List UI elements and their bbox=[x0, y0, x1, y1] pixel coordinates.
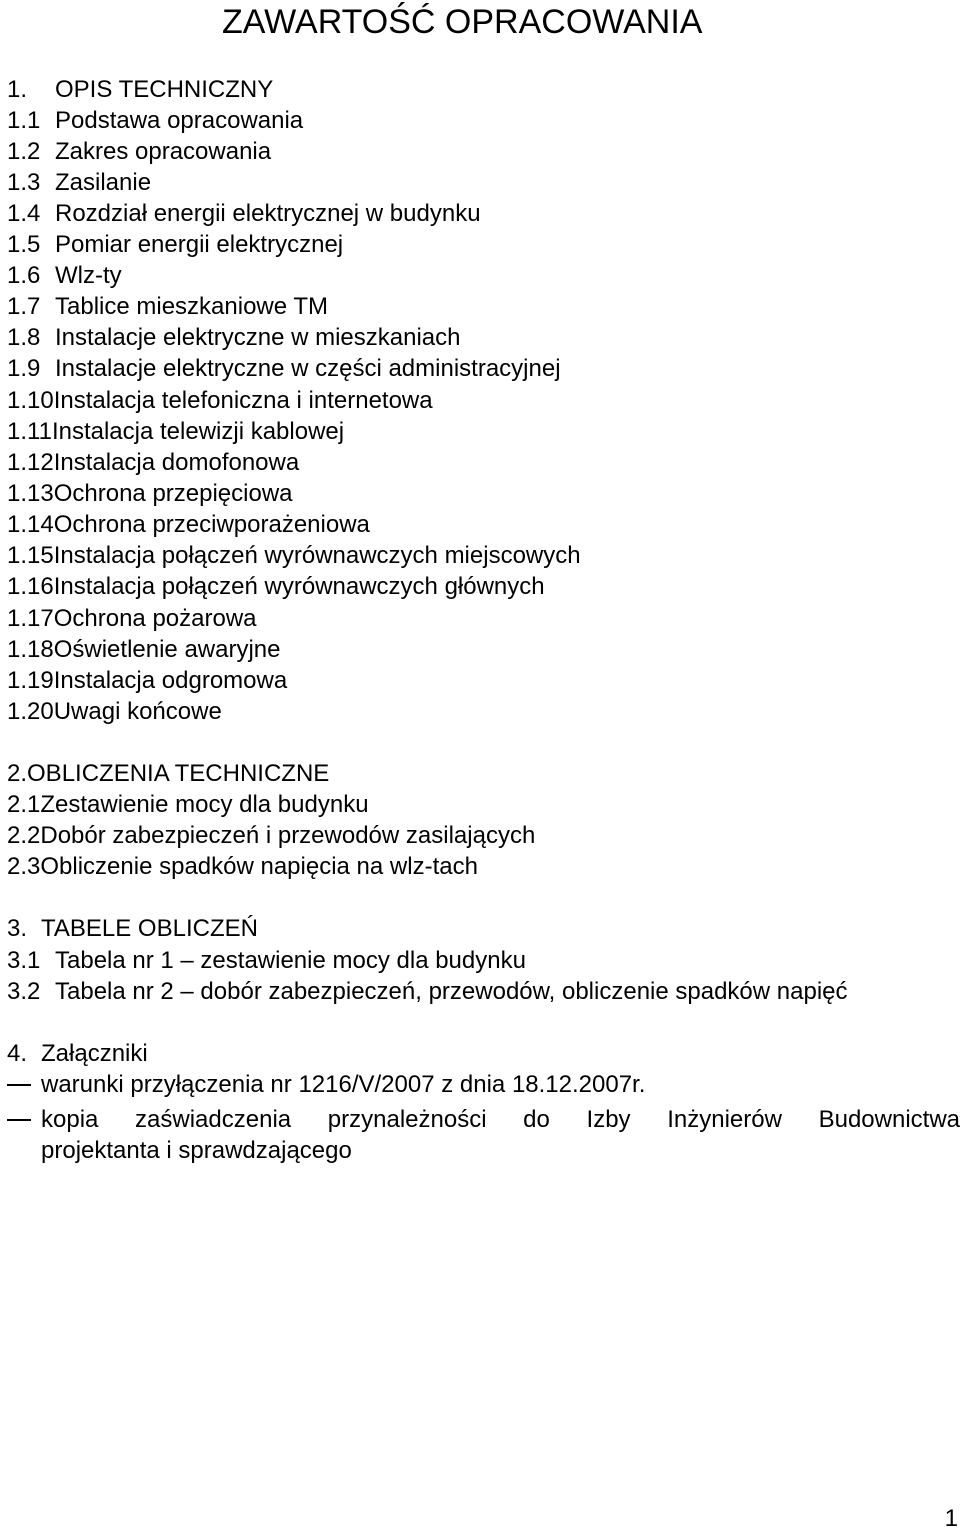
toc-item-number: 1.14 bbox=[7, 511, 54, 538]
toc-item-label: Instalacja połączeń wyrównawczych miejscowych bbox=[53, 542, 581, 569]
toc-item bbox=[7, 820, 535, 851]
section-number: 2. bbox=[7, 760, 28, 787]
toc-item bbox=[7, 851, 478, 882]
toc-item bbox=[7, 416, 344, 447]
toc-item-number: 1.20 bbox=[7, 698, 54, 725]
toc-item-number: 1.16 bbox=[7, 573, 54, 600]
toc-item-label: Ochrona przepięciowa bbox=[53, 480, 293, 507]
toc-item-number: 1.4 bbox=[7, 200, 41, 227]
toc-item bbox=[7, 260, 122, 291]
toc-item-number: 1.2 bbox=[7, 138, 41, 165]
section-number: 4. bbox=[7, 1040, 28, 1067]
toc-item-number: 1.12 bbox=[7, 449, 54, 476]
toc-item-number: 2.1 bbox=[7, 791, 41, 818]
toc-item-label: Instalacje elektryczne w części administracyjnej bbox=[55, 355, 561, 382]
toc-item-label: Tabela nr 1 – zestawienie mocy dla budynku bbox=[55, 947, 526, 974]
toc-item-label: Rozdział energii elektrycznej w budynku bbox=[55, 200, 481, 227]
dash-bullet-icon bbox=[7, 1084, 31, 1086]
toc-item-label: Ochrona pożarowa bbox=[53, 605, 257, 632]
section-label: Załączniki bbox=[41, 1040, 148, 1067]
section-heading-2 bbox=[7, 758, 329, 789]
section-heading-4 bbox=[7, 1038, 148, 1069]
toc-item-number: 1.19 bbox=[7, 667, 54, 694]
section-heading-3 bbox=[7, 913, 258, 944]
toc-item bbox=[7, 603, 257, 634]
toc-item-label: Instalacja odgromowa bbox=[53, 667, 288, 694]
toc-item bbox=[7, 136, 271, 167]
toc-item-label: Uwagi końcowe bbox=[53, 698, 222, 725]
toc-item-label: Instalacje elektryczne w mieszkaniach bbox=[55, 324, 461, 351]
toc-item-label: Obliczenie spadków napięcia na wlz-tach bbox=[40, 853, 478, 880]
toc-item bbox=[7, 198, 481, 229]
section-heading-1 bbox=[7, 74, 273, 105]
section-label: OBLICZENIA TECHNICZNE bbox=[27, 760, 330, 787]
toc-item bbox=[7, 696, 222, 727]
toc-item-number: 2.2 bbox=[7, 822, 41, 849]
toc-item-label: Zasilanie bbox=[55, 169, 152, 196]
attachment-item bbox=[7, 1069, 960, 1100]
toc-item-label: Instalacja połączeń wyrównawczych głównych bbox=[53, 573, 545, 600]
toc-item-label: Zestawienie mocy dla budynku bbox=[40, 791, 369, 818]
toc-item-label: Instalacja telewizji kablowej bbox=[51, 418, 345, 445]
toc-item bbox=[7, 447, 299, 478]
section-label: OPIS TECHNICZNY bbox=[55, 76, 274, 103]
toc-item-label: Instalacja domofonowa bbox=[53, 449, 300, 476]
toc-item-number: 3.1 bbox=[7, 947, 41, 974]
toc-item-number: 1.15 bbox=[7, 542, 54, 569]
toc-item-number: 1.6 bbox=[7, 262, 41, 289]
page-number: 1 bbox=[944, 1505, 958, 1532]
toc-item bbox=[7, 634, 281, 665]
attachment-text: warunki przyłączenia nr 1216/V/2007 z dnia 18.12.2007r. bbox=[41, 1071, 646, 1098]
toc-item-number: 1.7 bbox=[7, 293, 41, 320]
toc-item bbox=[7, 322, 461, 353]
dash-bullet-icon bbox=[7, 1119, 31, 1121]
toc-item bbox=[7, 540, 581, 571]
toc-item-label: Tabela nr 2 – dobór zabezpieczeń, przewodów, obliczenie spadków napięć bbox=[55, 978, 848, 1005]
toc-item-label: Zakres opracowania bbox=[55, 138, 272, 165]
attachment-item bbox=[7, 1104, 960, 1135]
toc-item-label: Pomiar energii elektrycznej bbox=[55, 231, 344, 258]
toc-item-label: Dobór zabezpieczeń i przewodów zasilających bbox=[40, 822, 536, 849]
page-title: ZAWARTOŚĆ OPRACOWANIA bbox=[222, 3, 703, 41]
toc-item-label: Instalacja telefoniczna i internetowa bbox=[53, 387, 433, 414]
toc-item-number: 1.5 bbox=[7, 231, 41, 258]
section-number: 1. bbox=[7, 76, 28, 103]
toc-item-label: Wlz-ty bbox=[55, 262, 122, 289]
section-number: 3. bbox=[7, 915, 28, 942]
attachment-continuation: projektanta i sprawdzającego bbox=[41, 1137, 352, 1164]
toc-item-number: 1.13 bbox=[7, 480, 54, 507]
toc-item bbox=[7, 665, 287, 696]
toc-item-number: 1.11 bbox=[7, 418, 52, 445]
toc-item-label: Oświetlenie awaryjne bbox=[53, 636, 281, 663]
toc-item-label: Ochrona przeciwporażeniowa bbox=[53, 511, 370, 538]
toc-item bbox=[7, 229, 343, 260]
toc-item-number: 1.8 bbox=[7, 324, 41, 351]
toc-item-number: 1.3 bbox=[7, 169, 41, 196]
toc-item-number: 1.18 bbox=[7, 636, 54, 663]
toc-item-label: Tablice mieszkaniowe TM bbox=[55, 293, 328, 320]
toc-item-number: 1.9 bbox=[7, 355, 41, 382]
toc-item bbox=[7, 167, 151, 198]
toc-item-number: 2.3 bbox=[7, 853, 41, 880]
toc-item bbox=[7, 509, 370, 540]
toc-item bbox=[7, 291, 328, 322]
toc-item bbox=[7, 945, 526, 976]
toc-item bbox=[7, 976, 848, 1007]
attachment-text: kopia zaświadczenia przynależności do Izby Inżynierów Budownictwa bbox=[41, 1106, 960, 1133]
toc-item bbox=[7, 789, 369, 820]
toc-item bbox=[7, 571, 545, 602]
toc-item bbox=[7, 385, 433, 416]
toc-item-label: Podstawa opracowania bbox=[55, 107, 304, 134]
toc-item bbox=[7, 105, 303, 136]
toc-item-number: 1.10 bbox=[7, 387, 54, 414]
section-label: TABELE OBLICZEŃ bbox=[41, 915, 258, 942]
toc-item bbox=[7, 353, 561, 384]
toc-item bbox=[7, 478, 293, 509]
toc-item-number: 1.17 bbox=[7, 605, 54, 632]
toc-item-number: 1.1 bbox=[7, 107, 41, 134]
toc-item-number: 3.2 bbox=[7, 978, 41, 1005]
